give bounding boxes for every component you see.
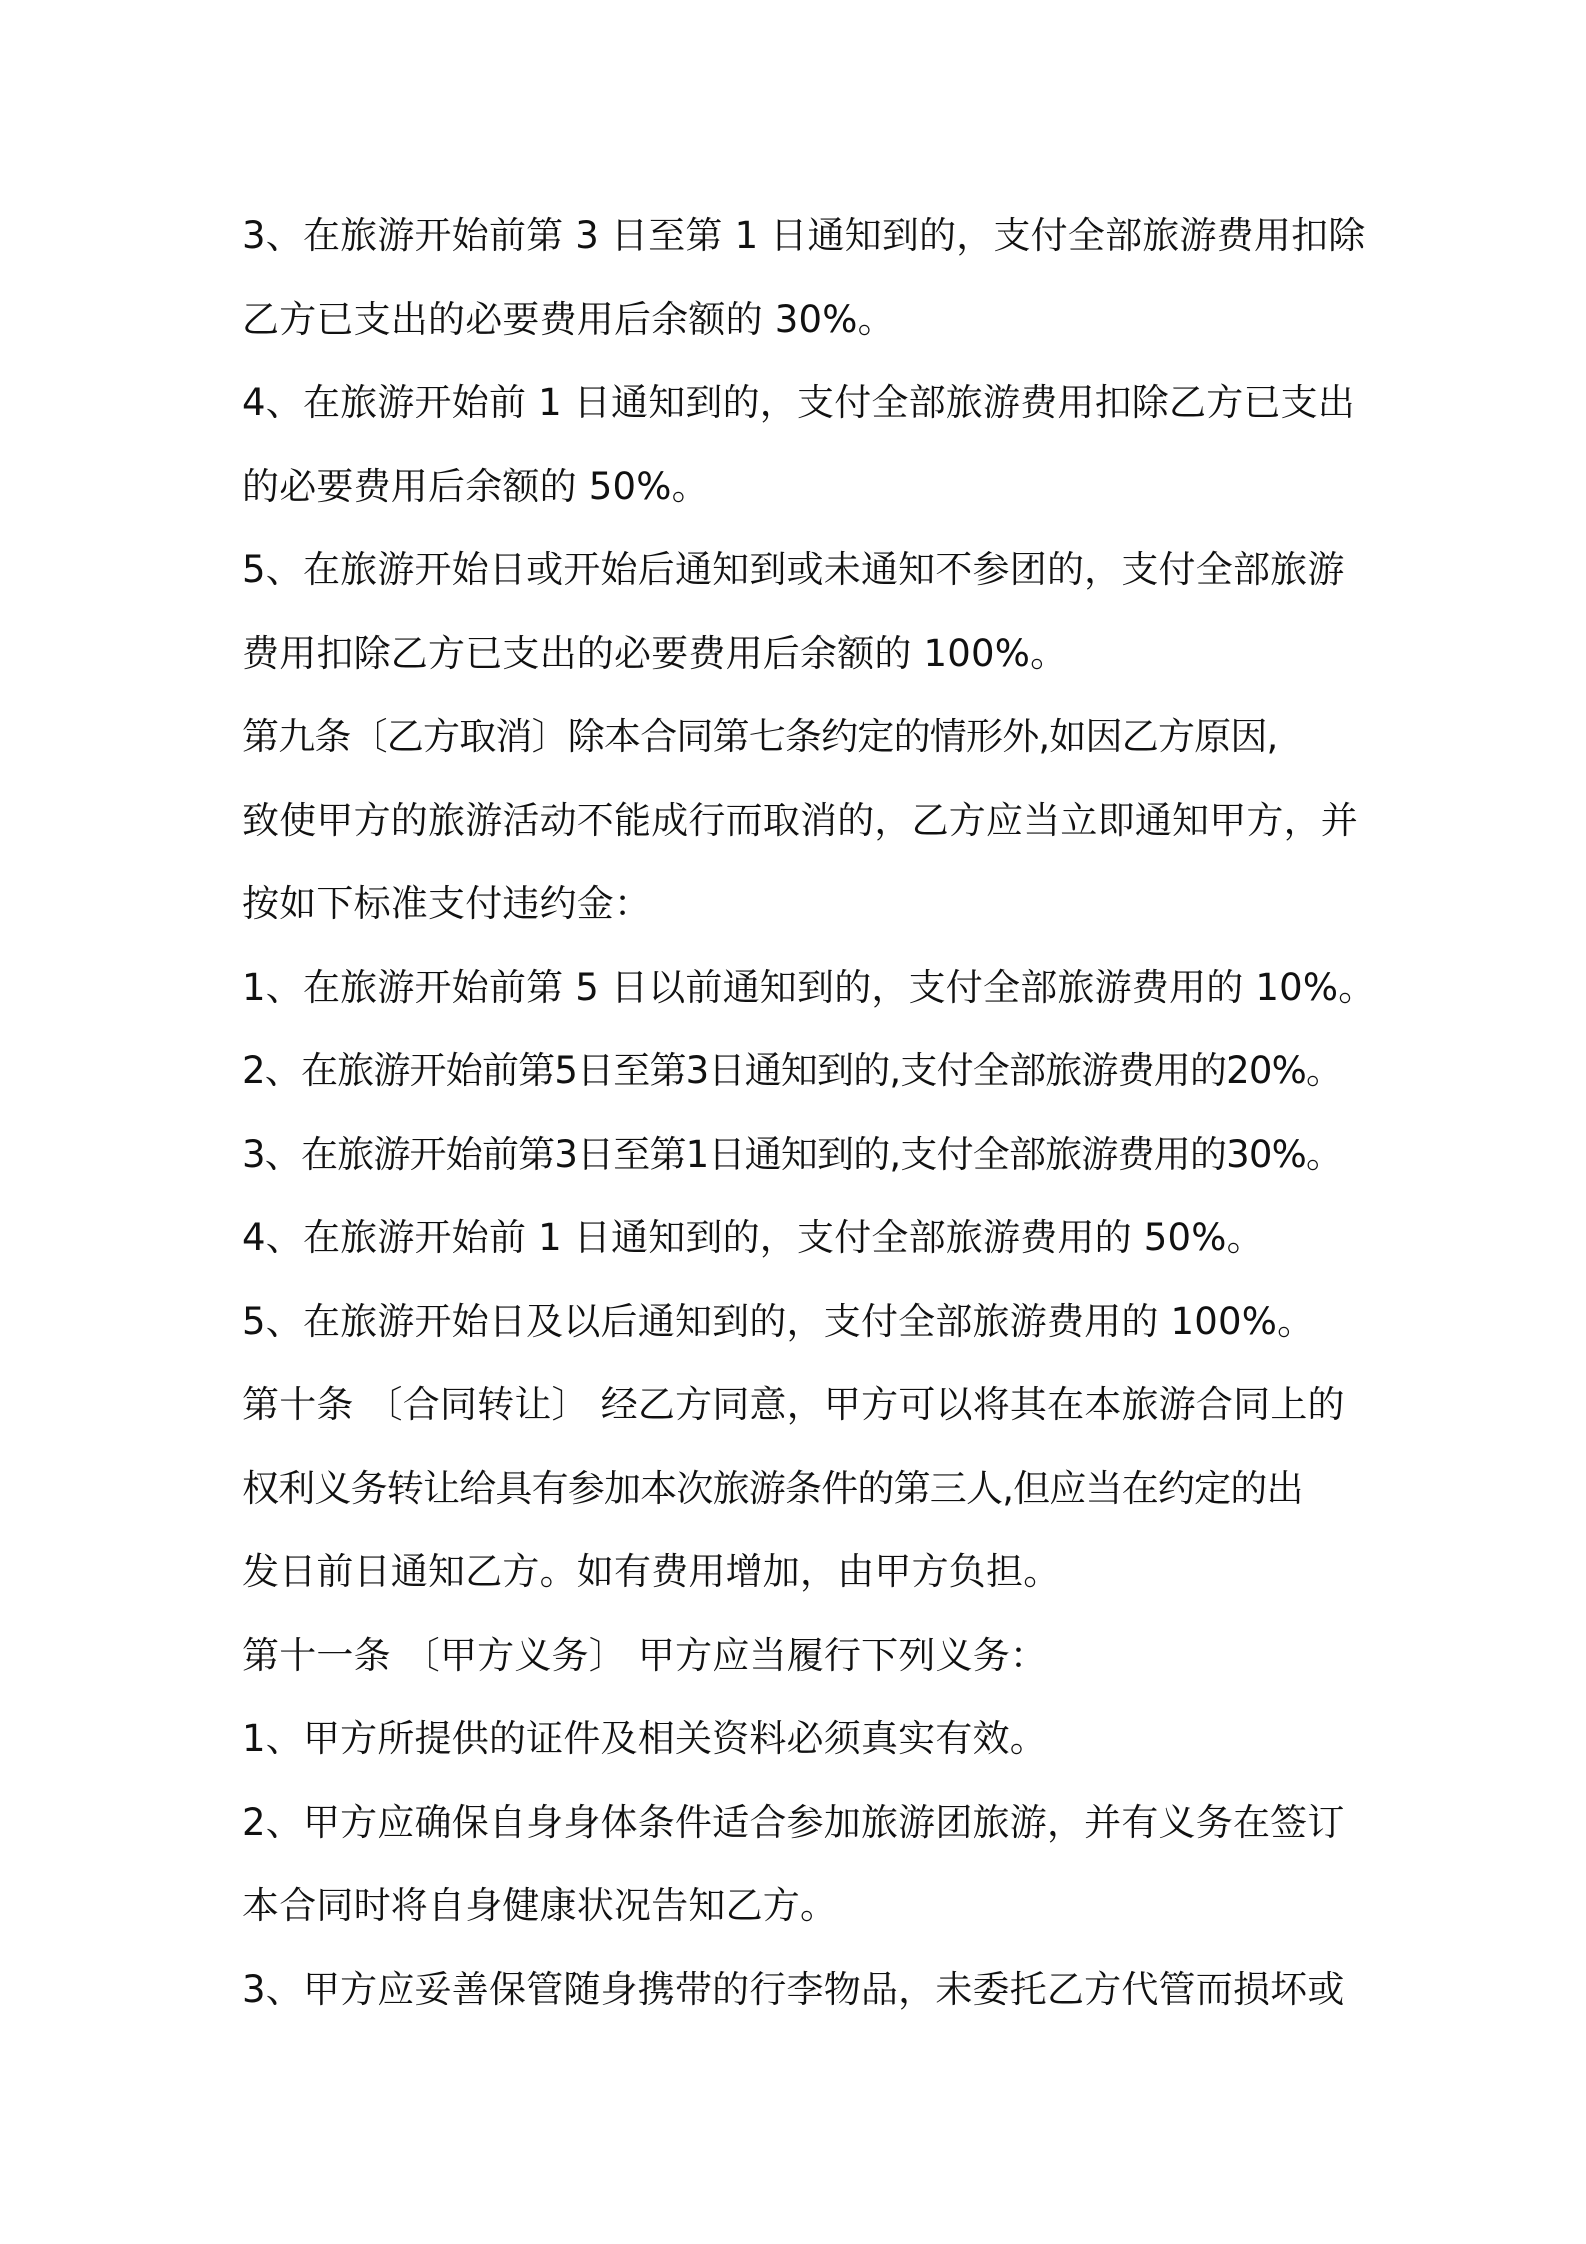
clause-11-heading: 第十一条 〔甲方义务〕 甲方应当履行下列义务： <box>242 1633 1048 1677</box>
clause-11-item-2-line-2: 本合同时将自身健康状况告知乙方。 <box>242 1884 838 1927</box>
clause-9-item-5: 5、在旅游开始日及以后通知到的，支付全部旅游费用的 100%。 <box>242 1299 1315 1343</box>
clause-9-item-4: 4、在旅游开始前 1 日通知到的，支付全部旅游费用的 50%。 <box>242 1216 1264 1259</box>
clause-8-item-3-line-2: 乙方已支出的必要费用后余额的 30%。 <box>242 297 895 341</box>
clause-11-item-3-line-1: 3、甲方应妥善保管随身携带的行李物品，未委托乙方代管而损坏或 <box>242 1967 1345 2011</box>
clause-8-item-5-line-2: 费用扣除乙方已支出的必要费用后余额的 100%。 <box>242 631 1068 675</box>
clause-8-item-5-line-1: 5、在旅游开始日或开始后通知到或未通知不参团的，支付全部旅游 <box>242 548 1345 591</box>
clause-9-heading-line-2: 致使甲方的旅游活动不能成行而取消的，乙方应当立即通知甲方，并 <box>242 798 1358 842</box>
clause-11-item-2-line-1: 2、甲方应确保自身身体条件适合参加旅游团旅游，并有义务在签订 <box>242 1800 1345 1844</box>
clause-8-item-4-line-2: 的必要费用后余额的 50%。 <box>242 464 709 508</box>
clause-8-item-4-line-1: 4、在旅游开始前 1 日通知到的，支付全部旅游费用扣除乙方已支出 <box>242 381 1356 424</box>
document-body <box>242 194 1382 2031</box>
clause-10-line-3: 发日前日通知乙方。如有费用增加，由甲方负担。 <box>242 1550 1061 1593</box>
clause-11-item-1: 1、甲方所提供的证件及相关资料必须真实有效。 <box>242 1717 1047 1760</box>
clause-8-item-3-line-1: 3、在旅游开始前第 3 日至第 1 日通知到的，支付全部旅游费用扣除 <box>242 214 1366 257</box>
clause-10-line-1: 第十条 〔合同转让〕 经乙方同意，甲方可以将其在本旅游合同上的 <box>242 1383 1345 1426</box>
clause-9-item-3: 3、在旅游开始前第3日至第1日通知到的,支付全部旅游费用的30%。 <box>242 1132 1343 1176</box>
clause-9-heading-line-1: 第九条〔乙方取消〕除本合同第七条约定的情形外,如因乙方原因, <box>242 715 1278 758</box>
clause-9-item-1: 1、在旅游开始前第 5 日以前通知到的，支付全部旅游费用的 10%。 <box>242 965 1376 1009</box>
clause-9-heading-line-3: 按如下标准支付违约金： <box>242 882 652 925</box>
clause-10-line-2: 权利义务转让给具有参加本次旅游条件的第三人,但应当在约定的出 <box>242 1466 1303 1510</box>
clause-9-item-2: 2、在旅游开始前第5日至第3日通知到的,支付全部旅游费用的20%。 <box>242 1049 1343 1092</box>
